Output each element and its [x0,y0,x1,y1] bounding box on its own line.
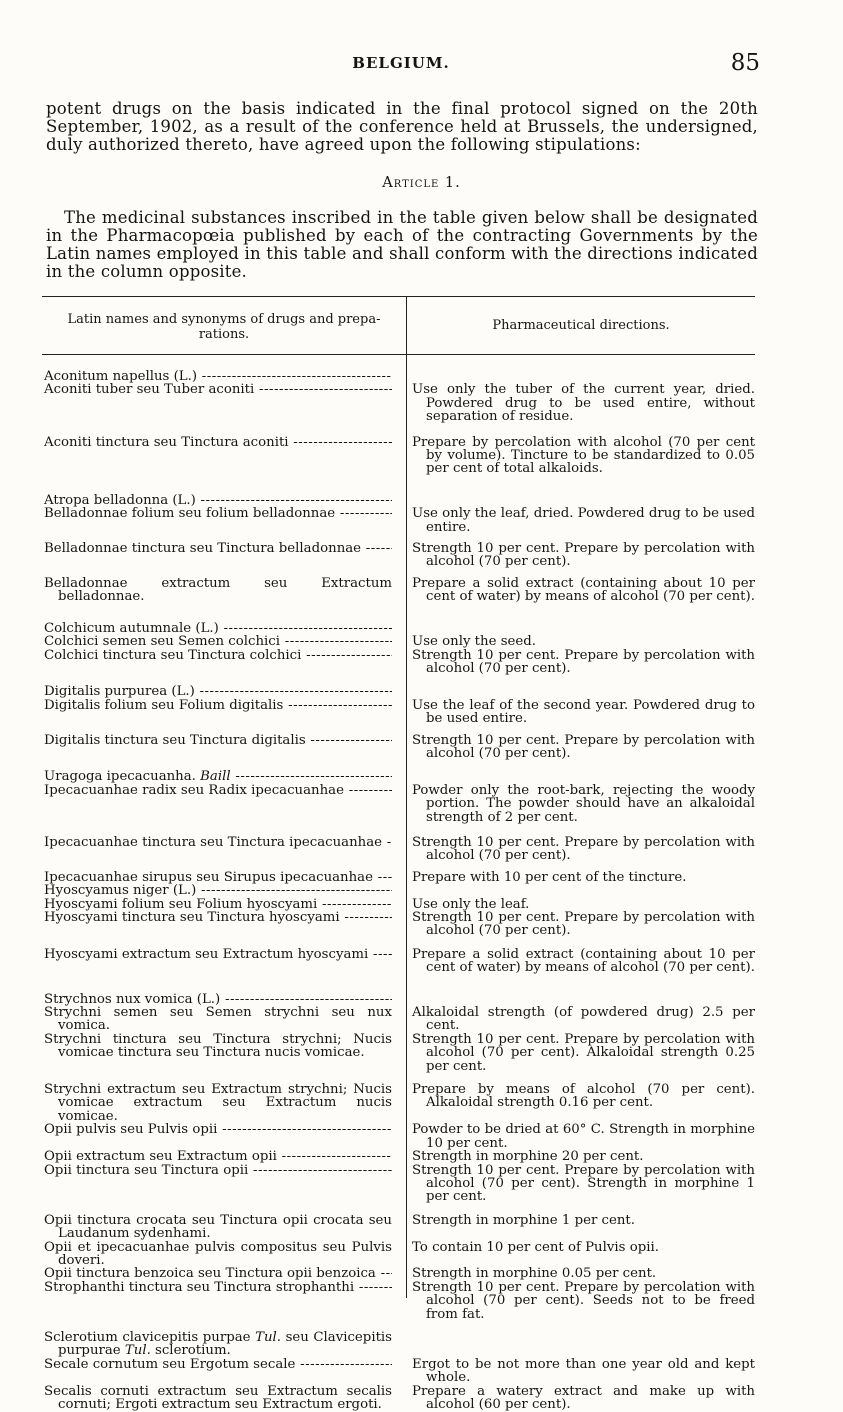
drug-name-text: Digitalis folium seu Folium digitalis [44,698,284,713]
table-row [42,622,755,635]
drug-name-text: Aconiti tuber seu Tuber aconiti [44,383,255,397]
drug-name-text: Strychni extractum seu Extractum strychni; Nucis vomicae extractum seu Extractum nucis vomicae. [44,1082,392,1124]
direction-cell [412,542,755,569]
direction-text: Strength 10 per cent. Prepare by percolation with alcohol (70 per cent). Seeds not to be freed from fat. [412,1279,755,1322]
drug-name-text: Atropa belladonna (L.) [44,493,196,508]
drug-name-text: Opii pulvis seu Pulvis opii [44,1123,218,1137]
drug-name-cell [42,871,392,884]
direction-text: Use the leaf of the second year. Powdered drug to be used entire. [412,697,755,727]
drug-name [44,884,392,897]
table-top-rule [42,296,755,297]
drug-name [44,1123,392,1136]
drug-name [44,836,392,849]
drug-name-text: Ipecacuanhae radix seu Radix ipecacuanhae [44,783,344,798]
direction-text: Strength in morphine 0.05 per cent. [412,1266,657,1282]
drug-name-text: Opii tinctura benzoica seu Tinctura opii benzoica [44,1267,376,1281]
authority-abbrev: Tul. [124,1343,151,1359]
direction-text: Strength in morphine 20 per cent. [412,1149,644,1165]
direction-text: Prepare with 10 per cent of the tincture. [412,869,687,885]
drug-name-cell [42,1358,392,1385]
table-row [42,784,755,824]
table-row [42,1150,755,1163]
drug-name [44,948,392,961]
table-row [42,649,755,676]
drug-name [44,542,392,555]
direction-text: Alkaloidal strength (of powdered drug) 2.5 per cent. [412,1005,755,1034]
drug-name-text: Aconitum napellus (L.) [44,370,198,384]
direction-cell [412,1241,755,1268]
drug-name-text: Opii extractum seu Extractum opii [44,1150,277,1164]
drug-name-cell [42,836,392,863]
body-paragraph: The medicinal substances inscribed in the table given below shall be designated in the Pharmacopœia published by each of the contracting Governments by the Latin names employed in this table and shall conform with the directions indicated in the column opposite. [46,208,758,281]
drug-name [44,993,392,1006]
drug-name-text: Strychni tinctura seu Tinctura strychni; Nucis vomicae tinctura seu Tinctura nucis vomicae. [44,1031,392,1061]
drug-name-part: sclerotium. [150,1343,231,1359]
drug-name-text: Secalis cornuti extractum seu Extractum secalis cornuti; Ergoti extractum seu Extractum ergoti. [44,1383,392,1412]
drug-name-cell [42,1083,392,1123]
drug-name-cell [42,948,392,975]
drug-name [44,1150,392,1163]
drug-name-cell [42,622,392,635]
drug-name [44,784,392,797]
drug-name [44,1006,392,1033]
table-row [42,494,755,507]
drug-name-text: Strychnos nux vomica (L.) [44,992,221,1007]
drug-name-text: Belladonnae folium seu folium belladonnae [44,507,336,521]
direction-cell [412,370,755,383]
drug-name-text: Secale cornutum seu Ergotum secale [44,1357,296,1372]
drug-name [44,577,392,604]
drug-name [44,383,392,396]
direction-text: Prepare by percolation with alcohol (70 per cent by volume). Tincture to be standardized to 0.05 per cent of total alkaloids. [412,434,755,477]
direction-cell [412,507,755,534]
table-row [42,948,755,975]
drug-name-cell [42,685,392,698]
drug-name-cell [42,436,392,476]
table-row [42,507,755,534]
table-row [42,1267,755,1280]
drug-name-text: Colchici tinctura seu Tinctura colchici [44,648,302,662]
drug-name-cell [42,911,392,938]
drug-name [44,1033,392,1060]
drug-name-cell [42,1214,392,1241]
direction-cell [412,1214,755,1241]
drug-name [44,1241,392,1268]
table-row [42,577,755,604]
direction-text: Use only the seed. [412,634,536,650]
direction-cell [412,577,755,604]
drug-name-cell [42,370,392,383]
direction-text: Strength 10 per cent. Prepare by percolation with alcohol (70 per cent). Strength in morphine 1 per cent. [412,1162,755,1205]
authority-abbrev: Tul. [255,1329,282,1345]
drug-name [44,622,392,635]
table-row [42,685,755,698]
direction-cell [412,911,755,938]
table-row [42,436,755,476]
drug-name-text: Ipecacuanhae tinctura seu Tinctura ipecacuanhae [44,835,383,850]
drug-name [44,871,392,884]
direction-cell [412,1358,755,1385]
table-row [42,911,755,938]
direction-text: Strength 10 per cent. Prepare by percolation with alcohol (70 per cent). [412,732,755,761]
drug-name-cell [42,383,392,423]
direction-cell [412,1006,755,1033]
table-row [42,871,755,884]
direction-text: Strength 10 per cent. Prepare by percolation with alcohol (70 per cent). [412,910,755,939]
direction-cell [412,1083,755,1123]
table-row [42,770,755,783]
drug-name-cell [42,1267,392,1280]
drug-name [44,370,392,383]
drug-name-part: seu Clavicepitis purpurae [58,1329,392,1359]
direction-text: Prepare a solid extract (containing about 10 per cent of water) by means of alcohol (70 per cent). [412,946,755,976]
direction-cell [412,884,755,897]
drug-name [44,1214,392,1241]
direction-cell [412,622,755,635]
drug-name-cell [42,635,392,648]
drug-table [42,296,755,1412]
drug-name-text: Hyoscyami extractum seu Extractum hyoscyami [44,947,369,962]
drug-name-text: Strychni semen seu Semen strychni seu nux vomica. [44,1005,392,1034]
article-heading: Article 1. [382,175,461,191]
authority-abbrev: Baill [200,770,231,784]
drug-name [44,1358,392,1371]
table-row [42,635,755,648]
drug-name-part: Sclerotium clavicepitis purpae [44,1329,256,1345]
direction-text: Prepare by means of alcohol (70 per cent). Alkaloidal strength 0.16 per cent. [412,1082,755,1111]
direction-text: Strength in morphine 1 per cent. [412,1212,635,1228]
drug-name-cell [42,1123,392,1150]
table-row [42,370,755,383]
direction-text: Strength 10 per cent. Prepare by percolation with alcohol (70 per cent). [412,834,755,864]
direction-text: Powder to be dried at 60° C. Strength in morphine 10 per cent. [412,1122,755,1151]
drug-name-text: Digitalis tinctura seu Tinctura digitalis [44,733,306,747]
direction-cell [412,1331,755,1358]
drug-name-text: Belladonnae tinctura seu Tinctura belladonnae [44,542,362,556]
drug-name-text: Aconiti tinctura seu Tinctura aconiti [44,435,289,450]
intro-paragraph: potent drugs on the basis indicated in the final protocol signed on the 20th September, 1902, as a result of the conference held at Brussels, the undersigned, duly authorized thereto, have agreed upon the following stipulations: [46,99,758,154]
direction-text: Strength 10 per cent. Prepare by percolation with alcohol (70 per cent). Alkaloidal strength 0.25 per cent. [412,1031,755,1074]
table-row [42,699,755,726]
drug-name-cell [42,494,392,507]
drug-name-cell [42,507,392,534]
drug-name [44,1164,392,1177]
direction-cell [412,1267,755,1280]
direction-cell [412,1385,755,1412]
drug-name-cell [42,734,392,761]
drug-name [44,685,392,698]
direction-cell [412,734,755,761]
direction-text: Prepare a solid extract (containing about 10 per cent of water) by means of alcohol (70 per cent). [412,575,755,605]
direction-text: Strength 10 per cent. Prepare by percolation with alcohol (70 per cent). [412,541,755,570]
drug-name [44,1331,392,1358]
direction-text: Use only the leaf, dried. Powdered drug to be used entire. [412,506,755,535]
direction-cell [412,1123,755,1150]
drug-name-text: Opii tinctura crocata seu Tinctura opii crocata seu Laudanum sydenhami. [44,1212,392,1242]
drug-name-cell [42,1385,392,1412]
drug-name [44,770,392,783]
direction-cell [412,383,755,423]
drug-name-text: Strophanthi tinctura seu Tinctura strophanthi [44,1280,355,1295]
direction-cell [412,635,755,648]
column-header-directions: Pharmaceutical directions. [492,318,670,333]
direction-cell [412,1164,755,1204]
drug-name [44,1281,392,1294]
direction-text: Ergot to be not more than one year old and kept whole. [412,1356,755,1386]
drug-name [44,1083,392,1123]
direction-text: Strength 10 per cent. Prepare by percolation with alcohol (70 per cent). [412,647,755,676]
drug-name-text: Uragoga ipecacuanha. [44,770,196,784]
drug-name-cell [42,993,392,1006]
page-number: 85 [730,50,760,76]
drug-name-cell [42,1331,392,1358]
drug-name [44,507,392,520]
drug-name-cell [42,542,392,569]
table-row [42,1331,755,1358]
drug-name-cell [42,884,392,897]
drug-name [44,635,392,648]
table-row [42,836,755,863]
direction-cell [412,871,755,884]
drug-name-cell [42,1006,392,1033]
drug-name [44,1267,392,1280]
direction-cell [412,685,755,698]
drug-name-text: Hyoscyami folium seu Folium hyoscyami [44,897,318,911]
table-row [42,1083,755,1123]
table-row [42,1241,755,1268]
table-row [42,993,755,1006]
table-row [42,1033,755,1073]
drug-name-cell [42,1281,392,1321]
drug-name-text: Colchicum autumnale (L.) [44,621,219,636]
direction-cell [412,1281,755,1321]
drug-name-text: Hyoscyami tinctura seu Tinctura hyoscyami [44,911,340,925]
column-header-latin-names-line2: rations. [198,327,250,342]
table-row [42,1006,755,1033]
drug-name-cell [42,1150,392,1163]
direction-cell [412,699,755,726]
direction-cell [412,993,755,1006]
drug-name [44,1385,392,1412]
table-row [42,1164,755,1204]
direction-cell [412,494,755,507]
direction-text: To contain 10 per cent of Pulvis opii. [412,1239,659,1255]
direction-cell [412,948,755,975]
drug-name-text: Digitalis purpurea (L.) [44,685,195,699]
direction-cell [412,436,755,476]
table-row [42,734,755,761]
drug-name-cell [42,770,392,783]
drug-name-cell [42,1164,392,1204]
drug-name [44,436,392,449]
direction-text: Prepare a watery extract and make up with alcohol (60 per cent). [412,1383,755,1412]
direction-cell [412,770,755,783]
drug-name-text: Hyoscyamus niger (L.) [44,884,197,898]
drug-name-cell [42,1033,392,1073]
direction-cell [412,1150,755,1163]
table-row [42,383,755,423]
direction-text: Powder only the root-bark, rejecting the woody portion. The powder should have an alkaloidal strength of 2 per cent. [412,782,755,825]
drug-name [44,699,392,712]
drug-name-text: Colchici semen seu Semen colchici [44,635,280,649]
drug-name-text: Belladonnae extractum seu Extractum belladonnae. [44,575,392,605]
direction-cell [412,784,755,824]
table-row [42,542,755,569]
drug-name-cell [42,1241,392,1268]
drug-name-text: Ipecacuanhae sirupus seu Sirupus ipecacuanhae [44,870,373,885]
direction-cell [412,1033,755,1073]
page-header [42,50,760,80]
table-row [42,1123,755,1150]
drug-name-cell [42,784,392,824]
direction-text: Use only the leaf. [412,896,530,912]
drug-name [44,911,392,924]
drug-name [44,494,392,507]
column-header-latin-names-line1: Latin names and synonyms of drugs and prepa- [67,312,381,327]
table-body [42,370,755,1411]
drug-name-cell [42,898,392,911]
table-row [42,1281,755,1321]
direction-text: Use only the tuber of the current year, dried. Powdered drug to be used entire, without separation of residue. [412,382,755,425]
table-row [42,884,755,897]
header-bottom-rule [42,354,755,355]
direction-cell [412,836,755,863]
drug-name [44,649,392,662]
drug-name-text: Opii tinctura seu Tinctura opii [44,1163,249,1177]
drug-name-cell [42,649,392,676]
drug-name [44,734,392,747]
drug-name [44,898,392,911]
direction-cell [412,898,755,911]
table-row [42,1385,755,1412]
running-head: BELGIUM. [352,54,450,72]
table-row [42,1358,755,1385]
column-header-latin-names [42,312,406,342]
direction-cell [412,649,755,676]
drug-name-text: Opii et ipecacuanhae pulvis compositus seu Pulvis doveri. [44,1239,392,1268]
drug-name-cell [42,699,392,726]
table-row [42,898,755,911]
drug-name-cell [42,577,392,604]
table-row [42,1214,755,1241]
